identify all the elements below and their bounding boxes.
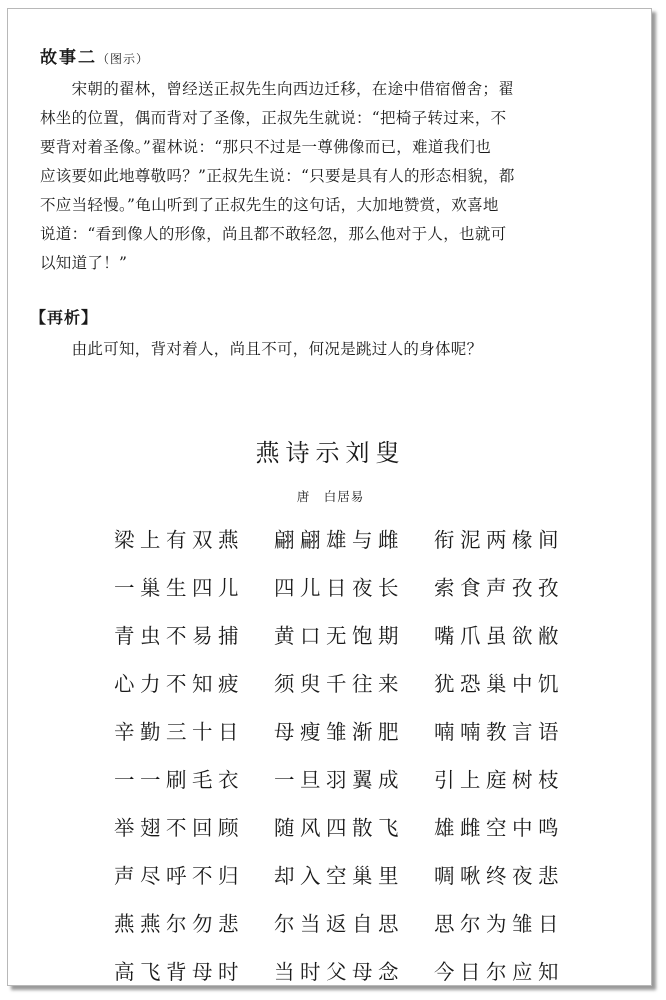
poem-verse: 一一刷毛衣: [114, 768, 244, 792]
poem-row: [114, 658, 594, 706]
story-line: 林坐的位置，偶而背对了圣像，正叔先生就说：“把椅子转过来，不: [40, 109, 507, 127]
analysis-body: [40, 335, 630, 364]
poem-verse: 青虫不易捕: [114, 624, 244, 648]
poem-verse: 索食声孜孜: [434, 576, 564, 600]
poem-verse: 尔当返自思: [274, 912, 404, 936]
poem-author: 唐 白居易: [296, 489, 365, 504]
poem-verse: 梁上有双燕: [114, 528, 244, 552]
story-heading-note: （图示）: [97, 52, 150, 66]
poem-verse: 随风四散飞: [274, 816, 404, 840]
poem-verse: 衔泥两椽间: [434, 528, 564, 552]
poem-verse: 犹恐巢中饥: [434, 672, 564, 696]
poem-verse: 引上庭树枝: [434, 768, 564, 792]
story-line: 以知道了！”: [40, 254, 128, 272]
analysis-heading: 【再析】: [30, 308, 99, 327]
poem-verse: 却入空巢里: [274, 864, 404, 888]
poem-verse: 辛勤三十日: [114, 720, 244, 744]
poem-row: [114, 850, 594, 898]
story-line: 不应当轻慢。”龟山听到了正叔先生的这句话，大加地赞赏，欢喜地: [40, 196, 499, 214]
poem-verse: 四儿日夜长: [274, 576, 404, 600]
poem-verse: 当时父母念: [274, 960, 404, 984]
poem-verse: 一旦羽翼成: [274, 768, 404, 792]
poem-verse: 须臾千往来: [274, 672, 404, 696]
poem-verse: 母瘦雏渐肥: [274, 720, 404, 744]
poem-verse: 一巢生四儿: [114, 576, 244, 600]
poem-title: 燕诗示刘叟: [255, 439, 406, 467]
poem-verse: 啁啾终夜悲: [434, 864, 564, 888]
story-heading-title: 故事二: [40, 48, 97, 68]
poem-verse: 翩翩雄与雌: [274, 528, 404, 552]
story-line: 说道：“看到像人的形像，尚且都不敢轻忽，那么他对于人，也就可: [40, 225, 507, 243]
story-body: [40, 75, 630, 278]
poem-row: [114, 898, 594, 946]
poem-row: [114, 562, 594, 610]
poem-verse: 黄口无饱期: [274, 624, 404, 648]
poem-verse: 燕燕尔勿悲: [114, 912, 244, 936]
poem-verse: 嘴爪虽欲敝: [434, 624, 564, 648]
poem-verse: 思尔为雏日: [434, 912, 564, 936]
poem-row: [114, 946, 594, 994]
poem-verse: 心力不知疲: [114, 672, 244, 696]
story-line: 宋朝的翟林，曾经送正叔先生向西边迁移，在途中借宿僧舍；翟: [40, 80, 515, 98]
poem-verse: 今日尔应知: [434, 960, 564, 984]
poem-verse: 声尽呼不归: [114, 864, 244, 888]
story-line: 应该要如此地尊敬吗？”正叔先生说：“只要是具有人的形态相貌，都: [40, 167, 515, 185]
poem-row: [114, 802, 594, 850]
poem-row: [114, 514, 594, 562]
poem-row: [114, 610, 594, 658]
story-heading: [40, 43, 149, 68]
poem-verse: 举翅不回顾: [114, 816, 244, 840]
poem-verse: 喃喃教言语: [434, 720, 564, 744]
analysis-line: 由此可知，背对着人，尚且不可，何况是跳过人的身体呢？: [40, 340, 483, 358]
poem-verse: 高飞背母时: [114, 960, 244, 984]
poem-verse: 雄雌空中鸣: [434, 816, 564, 840]
poem-row: [114, 754, 594, 802]
poem-body: [114, 514, 594, 994]
poem-row: [114, 706, 594, 754]
book-page: [7, 8, 652, 986]
story-line: 要背对着圣像。”翟林说：“那只不过是一尊佛像而已，难道我们也: [40, 138, 492, 156]
